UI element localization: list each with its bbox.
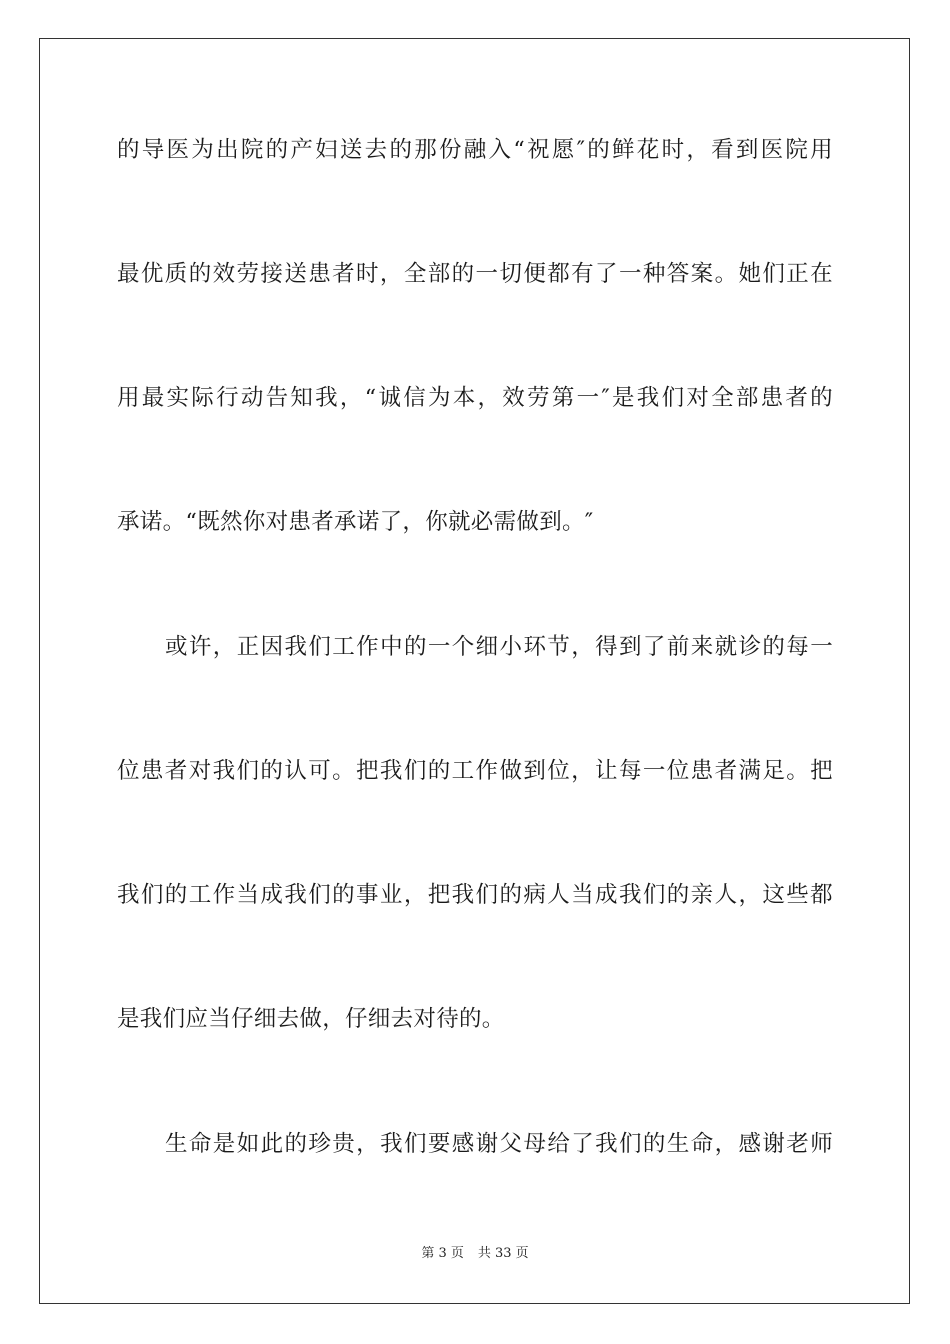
- text-line: 最优质的效劳接送患者时，全部的一切便都有了一种答案。她们正在: [117, 261, 833, 287]
- page-number: 第 3 页: [421, 1246, 464, 1261]
- text-line: 的导医为出院的产妇送去的那份融入“祝愿″的鲜花时，看到医院用: [117, 137, 833, 163]
- paragraph-start-line: 或许，正因我们工作中的一个细小环节，得到了前来就诊的每一: [165, 634, 833, 660]
- text-line: 用最实际行动告知我，“诚信为本，效劳第一″是我们对全部患者的: [117, 385, 833, 411]
- text-line: 我们的工作当成我们的事业，把我们的病人当成我们的亲人，这些都: [117, 882, 833, 908]
- text-line: 位患者对我们的认可。把我们的工作做到位，让每一位患者满足。把: [117, 758, 833, 784]
- text-line: 是我们应当仔细去做，仔细去对待的。: [117, 1006, 505, 1032]
- text-line: 承诺。“既然你对患者承诺了，你就必需做到。″: [117, 509, 594, 535]
- page-footer: [0, 1245, 950, 1263]
- page-border: [39, 38, 910, 1304]
- page-total: 共 33 页: [477, 1246, 529, 1261]
- paragraph-start-line: 生命是如此的珍贵，我们要感谢父母给了我们的生命，感谢老师: [165, 1131, 833, 1157]
